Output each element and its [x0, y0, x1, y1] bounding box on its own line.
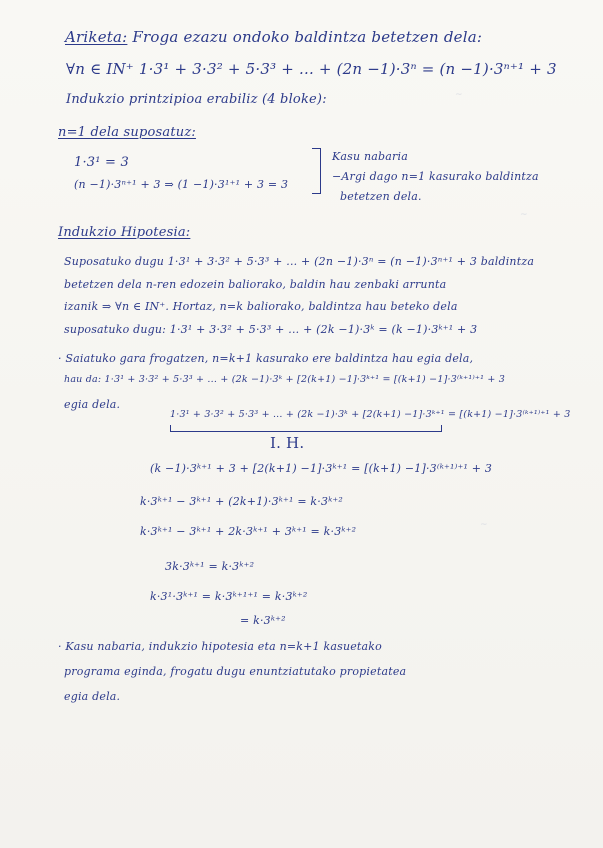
proof-line-4: 1·3¹ + 3·3² + 5·3³ + ... + (2k −1)·3ᵏ + [2(k+1) −1]·3ᵏ⁺¹ = [(k+1) −1]·3⁽ᵏ⁺¹⁾⁺¹ + 3: [170, 409, 571, 420]
induction-intro: Indukzio printzipioa erabiliz (4 bloke):: [66, 92, 327, 107]
proof-line-1: · Saiatuko gara frogatzen, n=k+1 kasurako ere baldintza hau egia dela,: [58, 352, 474, 365]
proof-line-2: hau da: 1·3¹ + 3·3² + 5·3³ + ... + (2k −1)·3ᵏ + [2(k+1) −1]·3ᵏ⁺¹ = [(k+1) −1]·3⁽ᵏ⁺¹⁾⁺¹ + 3: [64, 374, 505, 385]
base-case-note-1: Kasu nabaria: [332, 150, 408, 163]
conclusion-line-1: · Kasu nabaria, indukzio hipotesia eta n=k+1 kasuetako: [58, 640, 382, 653]
exercise-instruction: Froga ezazu ondoko baldintza betetzen dela:: [132, 28, 483, 46]
exercise-title: [65, 28, 482, 46]
base-case-note-2: −Argi dago n=1 kasurako baldintza: [332, 170, 539, 183]
base-case-line-2: (n −1)·3ⁿ⁺¹ + 3 ⇒ (1 −1)·3¹⁺¹ + 3 = 3: [74, 178, 289, 191]
bleed-through-mark: ~: [480, 520, 488, 530]
bleed-through-mark: ~: [520, 210, 528, 220]
exercise-label: Ariketa:: [65, 28, 128, 46]
exercise-statement: ∀n ∈ IN⁺ 1·3¹ + 3·3² + 5·3³ + ... + (2n −1)·3ⁿ = (n −1)·3ⁿ⁺¹ + 3: [66, 60, 557, 78]
proof-step-5: k·3¹·3ᵏ⁺¹ = k·3ᵏ⁺¹⁺¹ = k·3ᵏ⁺²: [150, 590, 308, 603]
hypothesis-line-1: Suposatuko dugu 1·3¹ + 3·3² + 5·3³ + ... + (2n −1)·3ⁿ = (n −1)·3ⁿ⁺¹ + 3 baldintza: [64, 255, 535, 268]
hypothesis-line-2: betetzen dela n-ren edozein baliorako, baldin hau zenbaki arrunta: [64, 278, 447, 291]
bleed-through-mark: ~: [455, 90, 463, 100]
proof-step-2: k·3ᵏ⁺¹ − 3ᵏ⁺¹ + (2k+1)·3ᵏ⁺¹ = k·3ᵏ⁺²: [140, 495, 344, 508]
conclusion-line-3: egia dela.: [64, 690, 121, 703]
hypothesis-underbrace: [170, 425, 442, 432]
proof-step-4: 3k·3ᵏ⁺¹ = k·3ᵏ⁺²: [165, 560, 255, 573]
proof-step-1: (k −1)·3ᵏ⁺¹ + 3 + [2(k+1) −1]·3ᵏ⁺¹ = [(k+1) −1]·3⁽ᵏ⁺¹⁾⁺¹ + 3: [150, 462, 493, 475]
conclusion-line-2: programa eginda, frogatu dugu enuntziatutako propietatea: [64, 665, 407, 678]
proof-step-3: k·3ᵏ⁺¹ − 3ᵏ⁺¹ + 2k·3ᵏ⁺¹ + 3ᵏ⁺¹ = k·3ᵏ⁺²: [140, 525, 357, 538]
base-case-note-3: betetzen dela.: [340, 190, 422, 203]
hypothesis-line-4: suposatuko dugu: 1·3¹ + 3·3² + 5·3³ + ... + (2k −1)·3ᵏ = (k −1)·3ᵏ⁺¹ + 3: [64, 323, 478, 336]
proof-line-3: egia dela.: [64, 398, 121, 411]
hypothesis-marker: I. H.: [270, 434, 305, 452]
base-case-heading: n=1 dela suposatuz:: [58, 125, 196, 140]
hypothesis-line-3: izanik ⇒ ∀n ∈ IN⁺. Hortaz, n=k baliorako, baldintza hau beteko dela: [64, 300, 458, 313]
proof-step-6: = k·3ᵏ⁺²: [240, 614, 286, 627]
base-case-line-1: 1·3¹ = 3: [74, 155, 129, 170]
base-case-brace: [312, 148, 321, 194]
hypothesis-heading: Indukzio Hipotesia:: [58, 225, 191, 240]
